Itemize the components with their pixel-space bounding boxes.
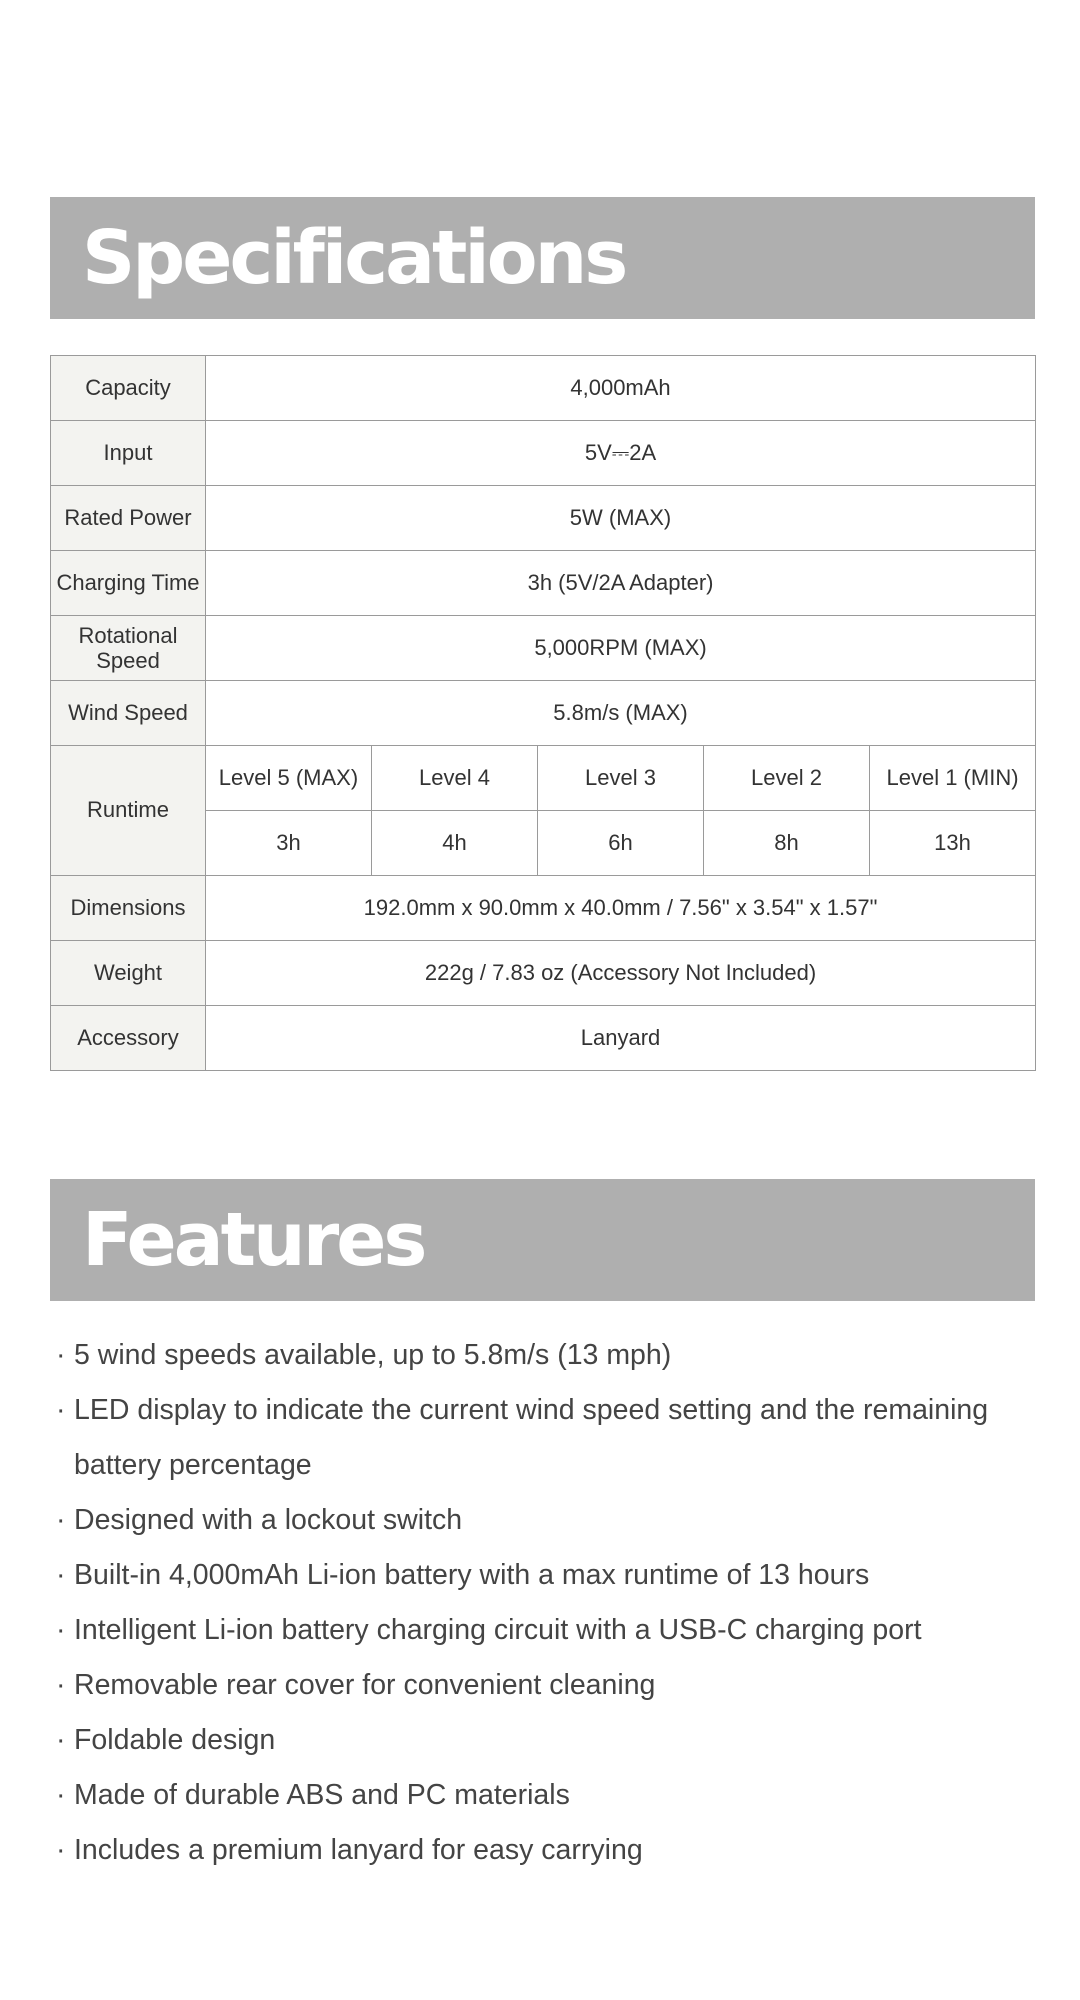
bullet-glyph: · [56,1779,66,1811]
feature-text: Includes a premium lanyard for easy carrying [74,1834,643,1866]
feature-item [56,1768,1046,1823]
spec-value-dimensions: 192.0mm x 90.0mm x 40.0mm / 7.56" x 3.54" x 1.57" [206,876,1036,941]
spec-row-rated-power [51,486,1036,551]
spec-row-dimensions [51,876,1036,941]
spec-row-charging-time [51,551,1036,616]
runtime-level-cell: Level 4 [372,746,538,811]
feature-text: Built-in 4,000mAh Li-ion battery with a max runtime of 13 hours [74,1559,870,1591]
feature-text: Intelligent Li-ion battery charging circuit with a USB-C charging port [74,1614,922,1646]
feature-item [56,1548,1046,1603]
features-banner [50,1179,1035,1301]
spec-label-rotational-speed-line1: Rotational [78,622,178,648]
spec-label-accessory: Accessory [51,1006,206,1071]
spec-value-wind-speed: 5.8m/s (MAX) [206,681,1036,746]
runtime-level-cell: Level 5 (MAX) [206,746,372,811]
spec-row-input [51,421,1036,486]
specifications-table [50,355,1036,1071]
feature-text: 5 wind speeds available, up to 5.8m/s (13 mph) [74,1339,672,1371]
spec-label-wind-speed: Wind Speed [51,681,206,746]
features-heading: Features [82,1197,425,1283]
spec-row-accessory [51,1006,1036,1071]
spec-label-dimensions: Dimensions [51,876,206,941]
feature-item [56,1383,1046,1493]
feature-text: Designed with a lockout switch [74,1504,463,1536]
spec-value-accessory: Lanyard [206,1006,1036,1071]
features-list [56,1328,1046,1878]
spec-value-weight: 222g / 7.83 oz (Accessory Not Included) [206,941,1036,1006]
specifications-banner [50,197,1035,319]
spec-label-input: Input [51,421,206,486]
bullet-glyph: · [56,1339,66,1371]
bullet-glyph: · [56,1834,66,1866]
runtime-time-cell: 6h [538,811,704,876]
spec-row-capacity [51,356,1036,421]
bullet-glyph: · [56,1724,66,1756]
spec-row-rotational-speed [51,616,1036,681]
runtime-time-cell: 4h [372,811,538,876]
spec-label-rotational-speed [51,616,206,681]
specifications-heading: Specifications [82,215,626,301]
runtime-time-cell: 8h [704,811,870,876]
runtime-time-cell: 13h [870,811,1036,876]
feature-item [56,1603,1046,1658]
feature-item [56,1658,1046,1713]
feature-item [56,1713,1046,1768]
feature-item [56,1493,1046,1548]
spec-value-input: 5V⎓2A [206,421,1036,486]
bullet-glyph: · [56,1669,66,1701]
feature-item [56,1328,1046,1383]
spec-value-rotational-speed: 5,000RPM (MAX) [206,616,1036,681]
bullet-glyph: · [56,1504,66,1536]
spec-label-capacity: Capacity [51,356,206,421]
spec-label-rotational-speed-line2: Speed [96,648,160,673]
bullet-glyph: · [56,1614,66,1646]
runtime-level-cell: Level 3 [538,746,704,811]
feature-text: Foldable design [74,1724,276,1756]
spec-value-charging-time: 3h (5V/2A Adapter) [206,551,1036,616]
bullet-glyph: · [56,1559,66,1591]
runtime-time-cell: 3h [206,811,372,876]
spec-row-runtime-levels [51,746,1036,811]
spec-label-charging-time: Charging Time [51,551,206,616]
feature-item [56,1823,1046,1878]
spec-row-weight [51,941,1036,1006]
feature-text: Removable rear cover for convenient cleaning [74,1669,656,1701]
runtime-level-cell: Level 1 (MIN) [870,746,1036,811]
spec-label-weight: Weight [51,941,206,1006]
spec-value-capacity: 4,000mAh [206,356,1036,421]
bullet-glyph: · [56,1394,66,1426]
feature-text: LED display to indicate the current wind speed setting and the remaining battery percentage [74,1394,989,1481]
runtime-level-cell: Level 2 [704,746,870,811]
spec-label-runtime: Runtime [51,746,206,876]
spec-label-rated-power: Rated Power [51,486,206,551]
feature-text: Made of durable ABS and PC materials [74,1779,570,1811]
spec-value-rated-power: 5W (MAX) [206,486,1036,551]
spec-row-wind-speed [51,681,1036,746]
